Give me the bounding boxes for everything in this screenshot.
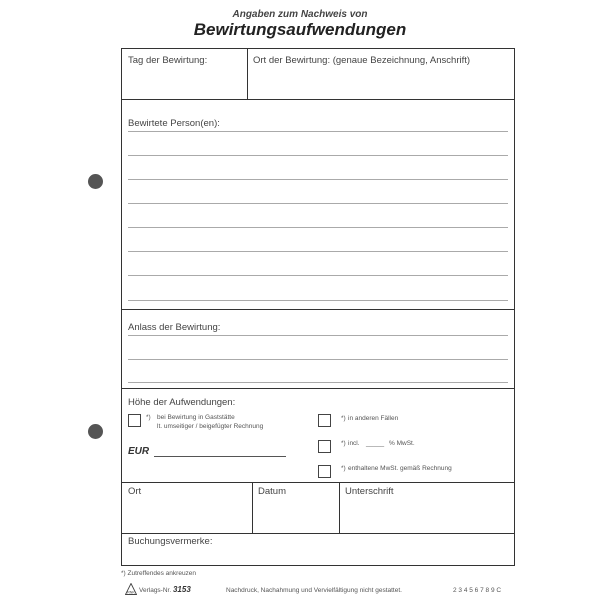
eur-label: EUR bbox=[128, 446, 150, 457]
divider-after-amount bbox=[121, 482, 515, 483]
incl-label: incl. bbox=[348, 440, 360, 447]
article-number: 2 3 4 5 6 7 8 9 C bbox=[453, 587, 502, 594]
personen-line-7[interactable] bbox=[128, 275, 508, 276]
personen-line-8[interactable] bbox=[128, 300, 508, 301]
incl-mwst-mark: *) bbox=[341, 440, 346, 447]
unterschrift-label: Unterschrift bbox=[345, 486, 394, 497]
personen-line-1[interactable] bbox=[128, 131, 508, 132]
enthaltene-mwst-mark: *) bbox=[341, 465, 346, 472]
punch-hole-top bbox=[88, 174, 103, 189]
anlass-line-2[interactable] bbox=[128, 359, 508, 360]
publisher-logo bbox=[125, 583, 137, 595]
verlags-nr-value: 3153 bbox=[172, 585, 191, 594]
tag-der-bewirtung-field[interactable] bbox=[124, 68, 244, 96]
personen-line-3[interactable] bbox=[128, 179, 508, 180]
form-subtitle: Angaben zum Nachweis von bbox=[232, 9, 368, 20]
footnote: *) Zutreffendes ankreuzen bbox=[121, 570, 197, 577]
divider-ort-datum bbox=[252, 482, 253, 533]
ort-der-bewirtung-label: Ort der Bewirtung: (genaue Bezeichnung, Anschrift) bbox=[253, 55, 471, 66]
incl-mwst-label: % MwSt. bbox=[389, 440, 415, 447]
ort-label: Ort bbox=[128, 486, 142, 497]
andere-faelle-label: in anderen Fällen bbox=[348, 415, 399, 422]
andere-faelle-mark: *) bbox=[341, 415, 346, 422]
verlags-nr-label: Verlags-Nr. bbox=[139, 587, 172, 594]
copyright-notice: Nachdruck, Nachahmung und Vervielfältigung nicht gestattet. bbox=[226, 587, 402, 594]
incl-percent-blank[interactable]: _____ bbox=[366, 440, 385, 447]
gaststaette-label-line2: lt. umseitiger / beigefügter Rechnung bbox=[157, 423, 264, 430]
form-title: Bewirtungsaufwendungen bbox=[193, 20, 407, 39]
tag-der-bewirtung-label: Tag der Bewirtung: bbox=[128, 55, 208, 66]
bewirtete-personen-label: Bewirtete Person(en): bbox=[128, 118, 220, 129]
gaststaette-mark: *) bbox=[146, 414, 151, 421]
ort-field[interactable] bbox=[124, 498, 248, 530]
datum-label: Datum bbox=[258, 486, 286, 497]
unterschrift-field[interactable] bbox=[342, 498, 512, 530]
enthaltene-mwst-checkbox[interactable] bbox=[318, 465, 331, 478]
verlags-nummer bbox=[139, 585, 191, 594]
incl-mwst-checkbox[interactable] bbox=[318, 440, 331, 453]
datum-field[interactable] bbox=[255, 498, 335, 530]
personen-line-2[interactable] bbox=[128, 155, 508, 156]
gaststaette-label-line1: bei Bewirtung in Gaststätte bbox=[157, 414, 235, 421]
personen-line-4[interactable] bbox=[128, 203, 508, 204]
personen-line-5[interactable] bbox=[128, 227, 508, 228]
divider-datum-unterschrift bbox=[339, 482, 340, 533]
divider-after-date bbox=[121, 99, 515, 100]
anlass-line-3[interactable] bbox=[128, 382, 508, 383]
anlass-line-1[interactable] bbox=[128, 335, 508, 336]
anlass-label: Anlass der Bewirtung: bbox=[128, 322, 221, 333]
buchungsvermerke-label: Buchungsvermerke: bbox=[128, 536, 213, 547]
divider-date-location bbox=[247, 48, 248, 99]
publisher-logo-text: RNK bbox=[127, 590, 135, 595]
gaststaette-checkbox[interactable] bbox=[128, 414, 141, 427]
punch-hole-bottom bbox=[88, 424, 103, 439]
buchungsvermerke-field[interactable] bbox=[124, 548, 512, 563]
hoehe-label: Höhe der Aufwendungen: bbox=[128, 397, 236, 408]
andere-faelle-checkbox[interactable] bbox=[318, 414, 331, 427]
divider-after-signature bbox=[121, 533, 515, 534]
personen-line-6[interactable] bbox=[128, 251, 508, 252]
enthaltene-mwst-label: enthaltene MwSt. gemäß Rechnung bbox=[348, 465, 452, 472]
divider-after-occasion bbox=[121, 388, 515, 389]
eur-amount-line[interactable] bbox=[154, 456, 286, 457]
divider-after-persons bbox=[121, 309, 515, 310]
ort-der-bewirtung-field[interactable] bbox=[250, 68, 512, 96]
